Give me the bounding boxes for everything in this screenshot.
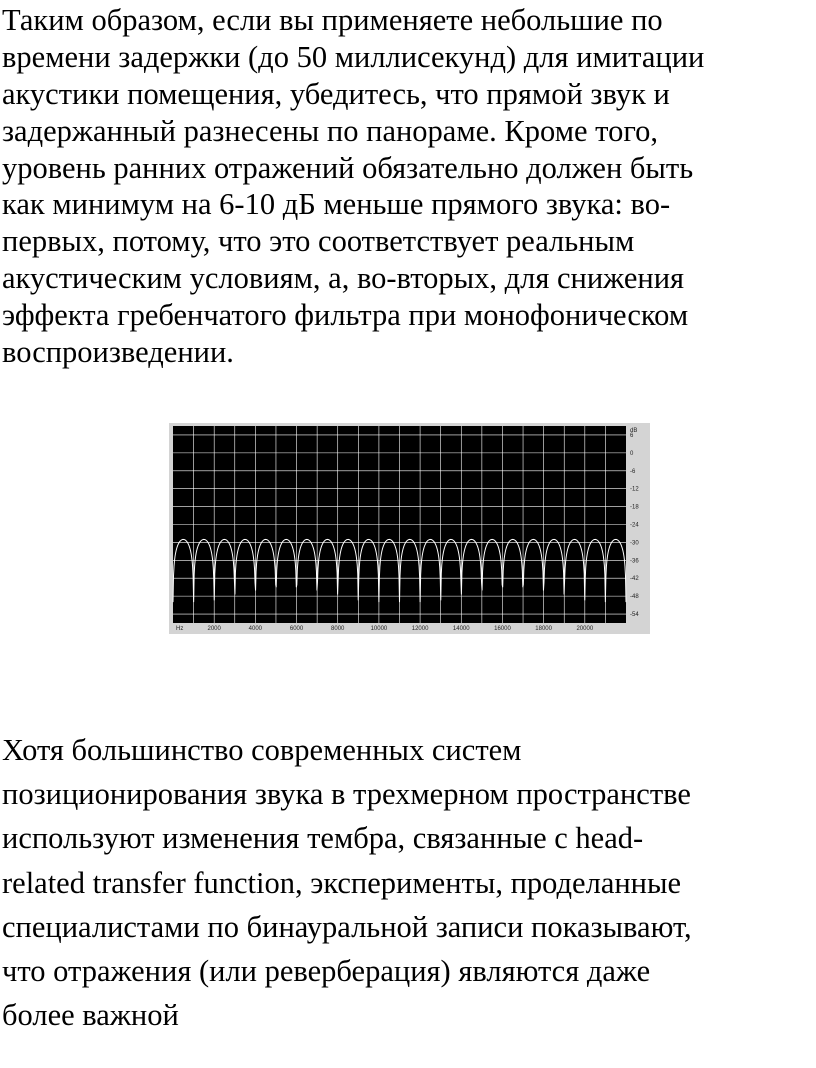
y-tick-label: 6 <box>630 432 634 439</box>
paragraph-1 <box>2 2 814 371</box>
text-line: специалистами по бинауральной записи показывают, <box>2 909 692 944</box>
text-line: акустическим условиям, а, во-вторых, для снижения <box>2 261 685 296</box>
y-tick-label: -30 <box>630 540 639 547</box>
text-line: как минимум на 6-10 дБ меньше прямого звука: во- <box>2 187 671 222</box>
y-tick-label: -36 <box>630 558 639 565</box>
x-tick-labels <box>208 626 594 632</box>
text-line: воспроизведении. <box>2 335 234 370</box>
x-unit-label: Hz <box>176 626 184 632</box>
y-tick-label: -18 <box>630 504 639 511</box>
x-tick-label: 14000 <box>452 626 470 632</box>
paragraph-2 <box>2 728 814 1038</box>
text-line: что отражения (или реверберация) являются даже <box>2 954 651 989</box>
text-line: Хотя большинство современных систем <box>2 733 522 767</box>
text-line: Таким образом, если вы применяете небольшие по <box>2 3 663 37</box>
frequency-response-figure <box>169 423 650 634</box>
x-tick-label: 2000 <box>207 626 221 632</box>
y-tick-label: -12 <box>630 486 639 493</box>
text-line: уровень ранних отражений обязательно должен быть <box>2 150 694 185</box>
text-line: используют изменения тембра, связанные с head- <box>2 821 644 856</box>
y-tick-label: -54 <box>630 612 639 619</box>
text-line: related transfer function, эксперименты, проделанные <box>2 865 682 900</box>
text-line: позиционирования звука в трехмерном пространстве <box>2 777 691 812</box>
text-line: времени задержки (до 50 миллисекунд) для имитации <box>2 39 705 74</box>
y-tick-label: 0 <box>630 450 634 457</box>
text-line: акустики помещения, убедитесь, что прямой звук и <box>2 76 670 111</box>
x-tick-label: 18000 <box>535 626 552 632</box>
x-tick-label: 16000 <box>494 626 511 632</box>
x-tick-label: 6000 <box>289 626 304 632</box>
text-line: первых, потому, что это соответствует реальным <box>2 224 635 259</box>
y-tick-label: -42 <box>630 576 639 583</box>
text-line: эффекта гребенчатого фильтра при монофоническом <box>2 298 689 333</box>
y-tick-labels <box>630 433 639 618</box>
frequency-response-chart <box>169 423 650 634</box>
x-tick-label: 12000 <box>411 626 429 632</box>
x-tick-label: 8000 <box>331 626 345 632</box>
y-unit-label: dB <box>630 428 638 434</box>
y-tick-label: -48 <box>630 594 639 601</box>
y-tick-label: -6 <box>630 468 636 475</box>
x-tick-label: 20000 <box>576 626 594 632</box>
x-tick-label: 4000 <box>248 626 263 632</box>
text-line: более важной <box>2 998 179 1033</box>
x-tick-label: 10000 <box>370 626 388 632</box>
y-tick-label: -24 <box>630 522 639 529</box>
text-line: задержанный разнесены по панораме. Кроме того, <box>2 113 658 148</box>
